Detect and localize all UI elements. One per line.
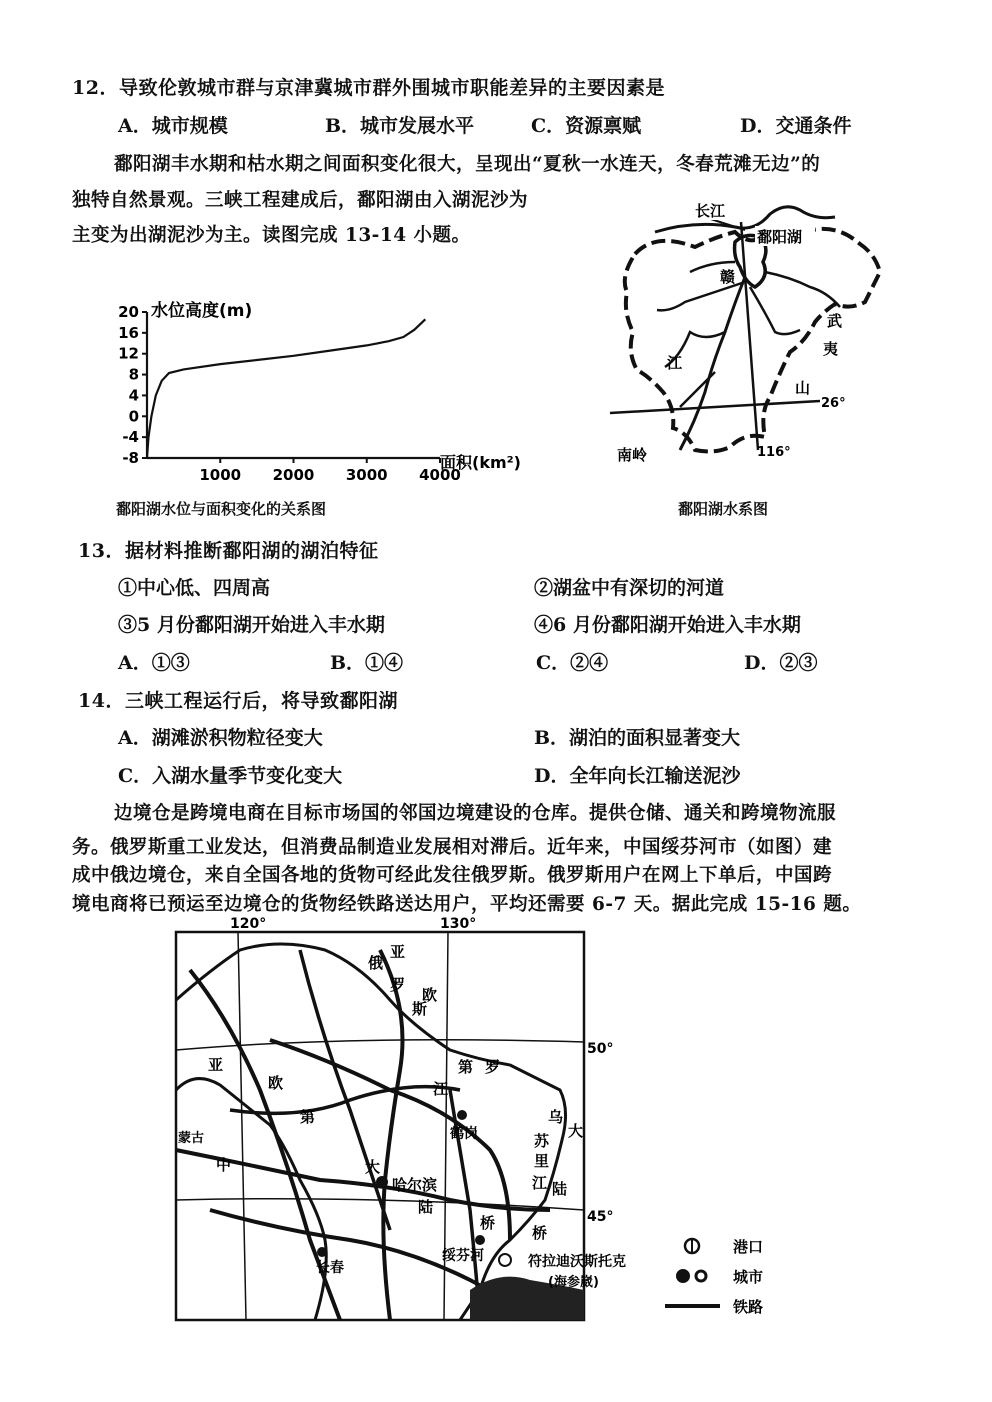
q12-stem: 12．导致伦敦城市群与京津冀城市群外围城市职能差异的主要因素是	[72, 77, 665, 99]
chart-y-tick-label: 16	[118, 323, 139, 342]
q13-item-3: ③5 月份鄱阳湖开始进入丰水期	[118, 614, 385, 636]
label-jiang: 江	[433, 1080, 449, 1098]
label-shan: 山	[795, 379, 811, 397]
label-ou-left: 欧	[268, 1074, 284, 1092]
q14-stem: 14．三峡工程运行后，将导致鄱阳湖	[78, 690, 398, 712]
border-para-2: 务。俄罗斯重工业发达，但消费品制造业发展相对滞后。近年来，中国绥芬河市（如图）建	[72, 837, 833, 858]
longitude-116-line	[741, 222, 758, 450]
legend-port: 港口	[733, 1238, 764, 1256]
lat-45-label: 45°	[587, 1209, 614, 1225]
city-icon-small	[696, 1271, 706, 1281]
q12-option-b[interactable]: B．城市发展水平	[325, 115, 475, 137]
chart-axes	[147, 312, 440, 458]
changchun-dot	[317, 1247, 327, 1257]
chart-ylabel: 水位高度(m)	[151, 301, 253, 321]
q13-item-4: ④6 月份鄱阳湖开始进入丰水期	[534, 614, 801, 636]
city-icon-large	[676, 1269, 690, 1283]
label-haishenwai: (海参崴)	[548, 1275, 599, 1290]
province-border	[625, 228, 880, 451]
label-ou-top: 欧	[422, 986, 438, 1004]
label-lu: 陆	[418, 1198, 434, 1216]
label-li: 里	[534, 1152, 550, 1170]
latitude-26-line	[610, 401, 820, 413]
label-qiao2: 桥	[532, 1224, 548, 1242]
poyang-intro-1: 鄱阳湖丰水期和枯水期之间面积变化很大，呈现出“夏秋一水连天，冬春荒滩无边”的	[114, 154, 821, 175]
label-mengu: 蒙古	[178, 1131, 205, 1146]
label-di1: 第	[300, 1108, 316, 1126]
q13-item-2: ②湖盆中有深切的河道	[534, 577, 725, 599]
label-luo: 罗	[485, 1058, 501, 1076]
label-zhong: 中	[216, 1156, 232, 1174]
lon-130-label: 130°	[440, 916, 477, 932]
label-da2: 大	[568, 1122, 584, 1140]
label-su: 苏	[534, 1132, 550, 1150]
chart-y-tick-label: -4	[122, 428, 139, 447]
poyang-intro-2: 独特自然景观。三峡工程建成后，鄱阳湖由入湖泥沙为	[72, 190, 529, 211]
label-lat26: 26°	[821, 396, 846, 411]
poyang-intro-3: 主变为出湖泥沙为主。读图完成 13-14 小题。	[72, 225, 471, 246]
water-level-area-chart	[95, 290, 545, 490]
label-hegang: 鹤岗	[450, 1126, 478, 1142]
chart-y-tick-label: 8	[128, 365, 139, 384]
label-yi: 夷	[823, 340, 839, 358]
chart-y-tick-label: 12	[118, 344, 139, 363]
q13-option-d[interactable]: D．②③	[744, 652, 818, 674]
chart-y-tick-label: 20	[118, 303, 139, 321]
label-jiang: 江	[667, 354, 683, 372]
q14-option-b[interactable]: B．湖泊的面积显著变大	[534, 727, 741, 749]
label-ya-left: 亚	[208, 1056, 224, 1074]
vladivostok-port	[499, 1254, 511, 1266]
label-harbin: 哈尔滨	[392, 1176, 438, 1194]
chart-x-tick-label: 3000	[345, 466, 388, 484]
label-da: 大	[365, 1158, 381, 1176]
border-para-4: 境电商将已预运至边境仓的货物经铁路送达用户，平均还需要 6-7 天。据此完成 15-16 题。	[72, 894, 862, 915]
q13-option-b[interactable]: B．①④	[330, 652, 404, 674]
label-ya-top: 亚	[390, 943, 406, 961]
label-qiao1: 桥	[480, 1214, 496, 1232]
label-changjiang: 长江	[695, 202, 726, 220]
legend-rail: 铁路	[733, 1298, 764, 1316]
chart-x-tick-label: 4000	[419, 466, 461, 484]
label-lu2: 陆	[552, 1180, 568, 1198]
label-changchun: 长春	[316, 1260, 344, 1276]
railway	[380, 950, 406, 1320]
q12-option-d[interactable]: D．交通条件	[740, 115, 852, 137]
map-legend	[665, 1232, 785, 1322]
label-eluosi-e: 俄	[368, 954, 384, 972]
label-vladivostok: 符拉迪沃斯托克	[528, 1254, 626, 1270]
legend-city: 城市	[733, 1268, 764, 1286]
chart-x-tick-label: 1000	[199, 466, 242, 484]
q13-option-a[interactable]: A．①③	[118, 652, 190, 674]
q13-stem: 13．据材料推断鄱阳湖的湖泊特征	[78, 540, 379, 562]
label-poyanghu: 鄱阳湖	[757, 228, 803, 246]
label-jiang2: 江	[532, 1174, 548, 1192]
label-wu: 乌	[548, 1108, 564, 1126]
q14-option-a[interactable]: A．湖滩淤积物粒径变大	[118, 727, 323, 749]
chart-xlabel: 面积(km²)	[440, 453, 521, 472]
border-para-3: 成中俄边境仓，来自全国各地的货物可经此发往俄罗斯。俄罗斯用户在网上下单后，中国跨	[72, 865, 833, 886]
q14-option-d[interactable]: D．全年向长江输送泥沙	[534, 765, 741, 787]
label-lon116: 116°	[757, 445, 791, 460]
chart-y-tick-label: -8	[122, 449, 139, 467]
chart-ticks	[118, 303, 461, 484]
chart-x-tick-label: 2000	[272, 466, 315, 484]
suifenhe-dot	[475, 1235, 485, 1245]
q12-option-c[interactable]: C．资源禀赋	[531, 115, 642, 137]
label-di2: 第	[458, 1058, 474, 1076]
label-eluosi-luo: 罗	[390, 976, 406, 994]
lon-120-label: 120°	[230, 916, 267, 932]
q14-option-c[interactable]: C．入湖水量季节变化变大	[118, 765, 343, 787]
q12-option-a[interactable]: A．城市规模	[118, 115, 228, 137]
q13-item-1: ①中心低、四周高	[118, 577, 271, 599]
chart-y-tick-label: 4	[128, 386, 139, 405]
label-nanling: 南岭	[617, 446, 648, 464]
label-eluosi-si: 斯	[412, 1000, 428, 1018]
border-para-1: 边境仓是跨境电商在目标市场国的邻国边境建设的仓库。提供仓储、通关和跨境物流服	[114, 803, 837, 824]
gan-river	[680, 277, 745, 450]
label-gan: 赣	[720, 268, 736, 286]
railway	[300, 950, 390, 1230]
water-map-caption: 鄱阳湖水系图	[678, 500, 769, 518]
lat-50-label: 50°	[587, 1041, 614, 1057]
hegang-dot	[457, 1110, 467, 1120]
chart-y-tick-label: 0	[128, 407, 139, 426]
chart-series-line	[147, 319, 425, 458]
chart-caption: 鄱阳湖水位与面积变化的关系图	[116, 500, 327, 518]
q13-option-c[interactable]: C．②④	[536, 652, 609, 674]
harbin-dot	[376, 1176, 388, 1188]
label-wu: 武	[827, 312, 843, 330]
poyang-water-map	[595, 192, 905, 482]
label-suifenhe: 绥芬河	[442, 1248, 484, 1264]
northeast-map	[150, 910, 670, 1325]
